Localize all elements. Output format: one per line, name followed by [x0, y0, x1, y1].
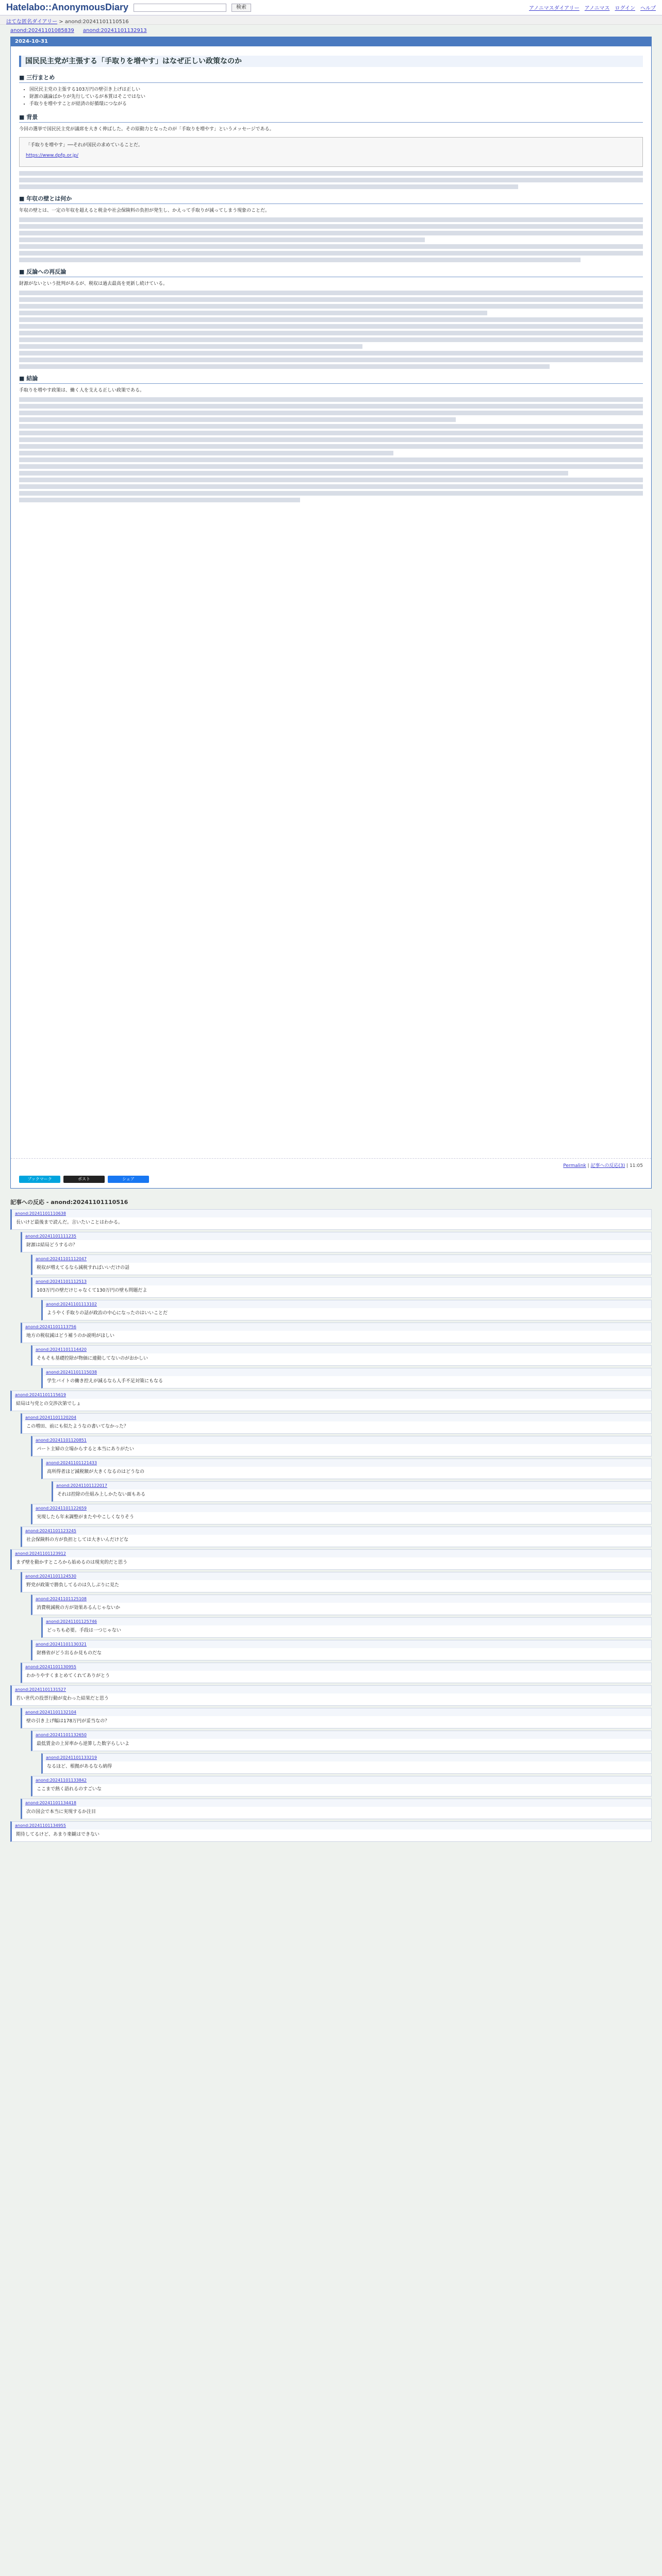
comment-id-link[interactable]: anond:20241101120851 [32, 1436, 651, 1444]
top-bar [0, 0, 662, 15]
comment-text: 財務省がどう出るか見ものだな [37, 1651, 102, 1656]
comment-id-link[interactable]: anond:20241101125108 [32, 1595, 651, 1603]
site-logo[interactable]: Hatelabo::AnonymousDiary [6, 2, 129, 12]
section-heading: ■ 結論 [19, 375, 643, 384]
comment-text: 高所得者ほど減税額が大きくなるのはどうなの [47, 1469, 145, 1475]
article-title: 国民民主党が主張する「手取りを増やす」はなぜ正しい政策なのか [19, 56, 643, 67]
comment-item [21, 1708, 652, 1728]
comment-id-link[interactable]: anond:20241101130321 [32, 1640, 651, 1648]
top-link-anonymous[interactable]: アノニマス [584, 6, 610, 11]
comment-text: 実現したら年末調整がまたややこしくなりそう [37, 1515, 135, 1520]
comment-id-link[interactable]: anond:20241101115619 [12, 1391, 651, 1399]
summary-list [29, 86, 643, 108]
comment-text: なるほど、根拠があるなら納得 [47, 1764, 112, 1769]
comment-item [31, 1595, 652, 1615]
comment-text: 税収が増えてるなら減税すればいいだけの話 [37, 1265, 130, 1270]
article [10, 37, 652, 1189]
list-item: • 国民民主党の主張する103万円の壁引き上げは正しい [29, 86, 643, 93]
comment-text: ようやく手取りの話が政治の中心になったのはいいことだ [47, 1311, 168, 1316]
comment-item [31, 1731, 652, 1751]
comment-id-link[interactable]: anond:20241101123245 [22, 1527, 651, 1535]
top-link-login[interactable]: ログイン [615, 6, 635, 11]
facebook-share-button[interactable]: シェア [108, 1176, 149, 1183]
article-id-links [0, 25, 662, 37]
comment-id-link[interactable]: anond:20241101122017 [53, 1482, 651, 1489]
search-button[interactable]: 検索 [231, 4, 251, 12]
comment-text: 次の国会で本当に実現するか注目 [26, 1809, 96, 1815]
comment-item [52, 1481, 652, 1502]
hatena-bookmark-button[interactable]: ブックマーク [19, 1176, 60, 1183]
quote-link[interactable]: https://www.dpfp.or.jp/ [26, 153, 79, 158]
comment-id-link[interactable]: anond:20241101122659 [32, 1504, 651, 1512]
comment-item [21, 1232, 652, 1252]
comment-text: 最低賃金の上昇率から逆算した数字らしいよ [37, 1741, 130, 1747]
comment-text: 壁の引き上げ幅は178万円が妥当なの？ [26, 1719, 110, 1724]
comment-item [41, 1300, 652, 1320]
comment-text: 地方の税収減はどう補うのか説明がほしい [26, 1333, 115, 1338]
trackback-count[interactable]: 記事への反応(3) [590, 1163, 625, 1168]
comment-item [10, 1685, 652, 1706]
comment-list [10, 1209, 652, 1842]
comment-item [31, 1436, 652, 1456]
comment-id-link[interactable]: anond:20241101115038 [43, 1368, 651, 1376]
comment-text: そもそも基礎控除が物価に連動してないのがおかしい [37, 1356, 148, 1361]
comment-id-link[interactable]: anond:20241101123912 [12, 1550, 651, 1557]
comment-item [41, 1368, 652, 1388]
search-input[interactable] [134, 4, 226, 12]
breadcrumb: はてな匿名ダイアリー > anond:20241101110516 [0, 15, 662, 25]
comment-text: この増田、前にも似たようなの書いてなかった？ [26, 1424, 129, 1429]
comment-item [21, 1572, 652, 1592]
comment-item [10, 1209, 652, 1230]
comment-id-link[interactable]: anond:20241101133842 [32, 1776, 651, 1784]
paragraph: 手取りを増やす政策は、働く人を支える正しい政策である。 [19, 388, 145, 393]
comment-item [31, 1277, 652, 1298]
comment-item [31, 1640, 652, 1660]
post-time: 11:05 [630, 1163, 643, 1168]
comment-id-link[interactable]: anond:20241101132104 [22, 1708, 651, 1716]
comment-item [21, 1413, 652, 1434]
comment-text: パート主婦の立場からすると本当にありがたい [37, 1447, 135, 1452]
comment-item [21, 1663, 652, 1683]
paragraph: 年収の壁とは、一定の年収を超えると税金や社会保険料の負担が発生し、かえって手取りが減ってしまう現象のことだ。 [19, 208, 270, 213]
comment-item [21, 1799, 652, 1819]
comment-item [41, 1753, 652, 1774]
paragraph: 財源がないという批判があるが、税収は過去最高を更新し続けている。 [19, 281, 168, 286]
comment-item [10, 1549, 652, 1570]
section-heading: ■ 年収の壁とは何か [19, 195, 643, 204]
quote-text: 「手取りを増やす」──それが国民の求めていることだ。 [26, 143, 143, 148]
top-links [529, 4, 656, 11]
article-body [11, 46, 651, 1158]
comment-id-link[interactable]: anond:20241101133219 [43, 1754, 651, 1761]
comment-text: 若い世代の投票行動が変わった結果だと思う [16, 1696, 109, 1701]
comment-text: 結局は与党との交渉次第でしょ [16, 1401, 81, 1406]
comment-id-link[interactable]: anond:20241101130955 [22, 1663, 651, 1671]
comment-item [41, 1459, 652, 1479]
comments-header: 記事への反応 - anond:20241101110516 [10, 1199, 128, 1206]
comment-item [31, 1776, 652, 1797]
breadcrumb-current: anond:20241101110516 [64, 19, 129, 25]
comment-text: まず壁を動かすところから始めるのは現実的だと思う [16, 1560, 128, 1565]
comment-id-link[interactable]: anond:20241101121433 [43, 1459, 651, 1467]
comment-item [21, 1527, 652, 1547]
comment-text: わかりやすくまとめてくれてありがとう [26, 1673, 110, 1679]
comment-item [10, 1391, 652, 1411]
comment-item [31, 1255, 652, 1275]
top-link-help[interactable]: ヘルプ [640, 6, 656, 11]
comment-id-link[interactable]: anond:20241101110638 [12, 1210, 651, 1217]
comment-text: 財源は結局どうするの？ [26, 1243, 78, 1248]
comment-item [21, 1323, 652, 1343]
comment-text: 長いけど最後まで読んだ。言いたいことはわかる。 [16, 1220, 123, 1225]
comment-id-link[interactable]: anond:20241101120204 [22, 1414, 651, 1421]
comment-id-link[interactable]: anond:20241101131527 [12, 1686, 651, 1693]
section-heading: ■ 三行まとめ [19, 74, 643, 83]
top-link-diary[interactable]: アノニマスダイアリー [528, 6, 580, 11]
comment-text: 103万円の壁だけじゃなくて130万円の壁も問題だよ [37, 1288, 147, 1293]
list-item: • 財源の議論ばかりが先行しているが本質はそこではない [29, 93, 643, 100]
comment-text: 学生バイトの働き控えが減るなら人手不足対策にもなる [47, 1379, 163, 1384]
comment-item [41, 1617, 652, 1638]
comment-text: それは控除の仕組み上しかたない面もある [57, 1492, 146, 1497]
comment-text: 消費税減税の方が効果あるんじゃないか [37, 1605, 121, 1611]
prev-article-link[interactable]: anond:20241101085839 [10, 28, 74, 33]
share-buttons [11, 1176, 651, 1188]
paragraph: 今回の選挙で国民民主党が議席を大きく伸ばした。その原動力となったのが「手取りを増やす」というメッセージである。 [19, 127, 274, 132]
comment-text: どっちも必要。手段は一つじゃない [47, 1628, 121, 1633]
comment-id-link[interactable]: anond:20241101134955 [12, 1822, 651, 1829]
article-footer: Permalink | 記事への反応(3) | 11:05 [11, 1158, 651, 1176]
list-item: • 手取りを増やすことが経済の好循環につながる [29, 100, 643, 108]
comment-item [10, 1821, 652, 1842]
comment-id-link[interactable]: anond:20241101111235 [22, 1232, 651, 1240]
comment-item [31, 1345, 652, 1366]
comment-id-link[interactable]: anond:20241101112513 [32, 1278, 651, 1285]
comment-id-link[interactable]: anond:20241101125746 [43, 1618, 651, 1625]
comment-id-link[interactable]: anond:20241101134418 [22, 1799, 651, 1807]
blockquote [19, 137, 643, 167]
comment-text: 社会保険料の方が負担としては大きいんだけどな [26, 1537, 129, 1543]
x-post-button[interactable]: ポスト [63, 1176, 105, 1183]
permalink[interactable]: Permalink [563, 1163, 586, 1168]
comment-id-link[interactable]: anond:20241101124530 [22, 1572, 651, 1580]
comment-id-link[interactable]: anond:20241101113756 [22, 1323, 651, 1331]
comment-id-link[interactable]: anond:20241101112047 [32, 1255, 651, 1263]
comment-text: 野党が政策で勝負してるのは久しぶりに見た [26, 1583, 120, 1588]
section-heading: ■ 反論への再反論 [19, 268, 643, 277]
comment-id-link[interactable]: anond:20241101113102 [43, 1300, 651, 1308]
comment-text: ここまで熱く語れるのすごいな [37, 1787, 102, 1792]
breadcrumb-parent[interactable]: はてな匿名ダイアリー [6, 19, 58, 25]
comment-id-link[interactable]: anond:20241101132650 [32, 1731, 651, 1739]
next-article-link[interactable]: anond:20241101132913 [82, 28, 147, 33]
comment-item [31, 1504, 652, 1524]
article-date: 2024-10-31 [11, 37, 651, 46]
comment-id-link[interactable]: anond:20241101114420 [32, 1346, 651, 1353]
comment-text: 期待してるけど、あまり楽観はできない [16, 1832, 100, 1837]
section-heading: ■ 背景 [19, 114, 643, 123]
